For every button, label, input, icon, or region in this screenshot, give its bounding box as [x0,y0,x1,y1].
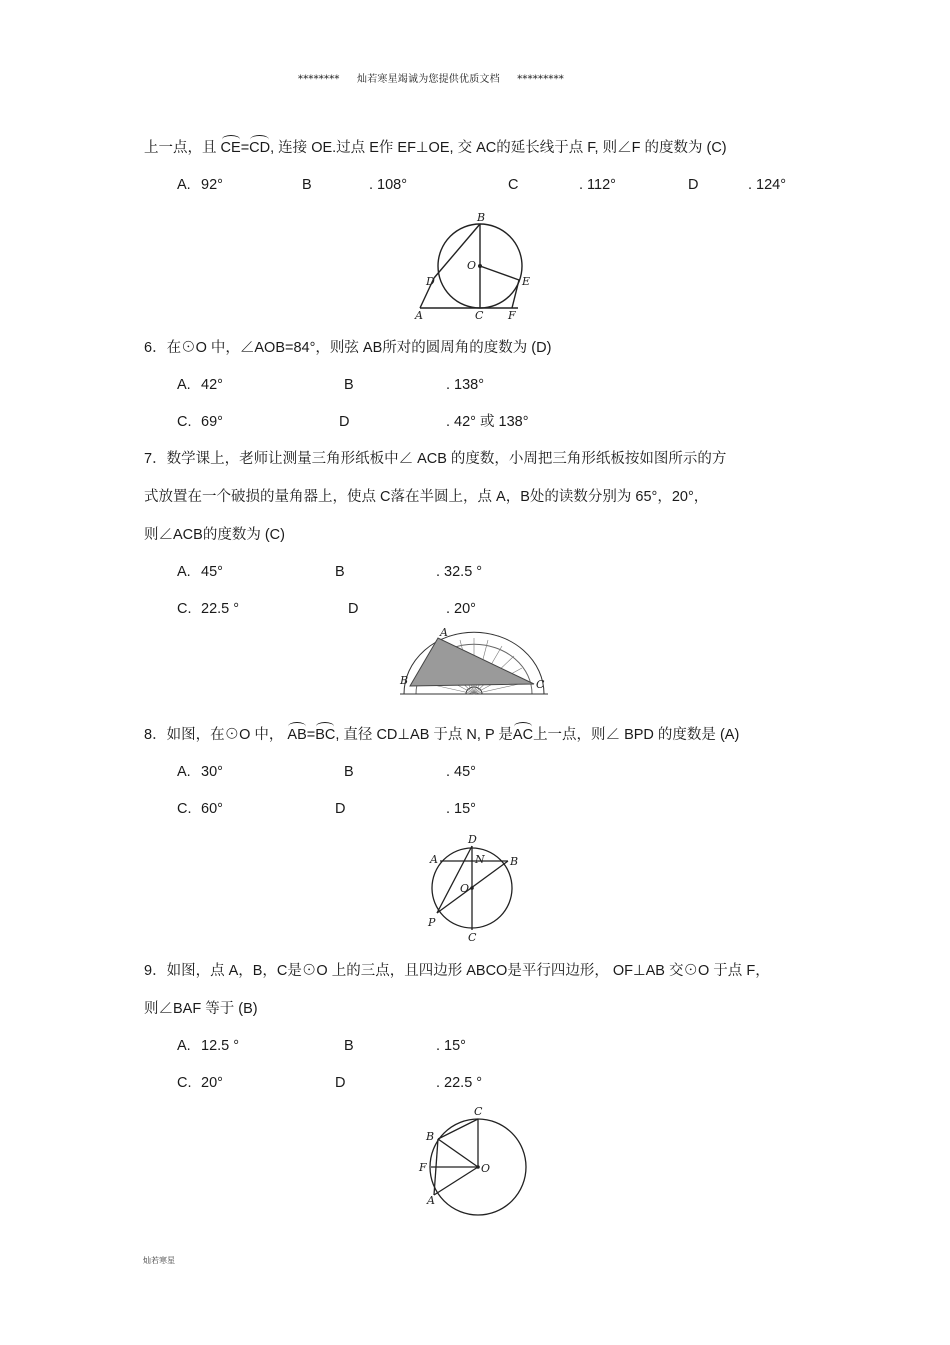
q8-option-b-letter: B [344,764,354,780]
q9-label-c: C [474,1105,483,1118]
q9-option-b-letter: B [344,1038,354,1054]
q7-option-a-value: 45° [201,564,223,580]
q8-arc-ab: AB [287,727,307,743]
q5-option-b-value: . 108° [369,177,408,193]
q7-option-c-letter: C. [177,601,192,617]
q6-option-c-value: 69° [201,414,223,430]
q6-stem: 6．在⊙O 中，∠AOB=84°，则弦 AB所对的圆周角的度数为 (D) [144,340,552,356]
q8-label-b: B [510,855,519,868]
q5-option-c-value: . 112° [579,177,616,193]
q6-option-c-letter: C. [177,414,192,430]
q8-stem-equals: = [306,727,316,743]
q5-line-ef [512,280,519,308]
header-stars-left: ******** [298,74,340,85]
q9-option-c-letter: C. [177,1075,192,1091]
q8-option-c-letter: C. [177,801,192,817]
q7-option-b-letter: B [335,564,345,580]
q5-figure [410,208,540,323]
q7-stem-line3: 则∠ACB的度数为 (C) [144,527,285,543]
q5-label-f: F [508,309,516,322]
q8-option-d-letter: D [335,801,346,817]
q5-label-a: A [415,309,423,322]
q9-line-ao [434,1167,478,1195]
q8-label-d: D [468,833,477,846]
q7-figure [396,622,552,700]
q9-label-b: B [426,1130,435,1143]
q7-option-d-value: . 20° [446,601,476,617]
page-footer: 灿若寒星 [143,1256,175,1265]
q8-option-d-value: . 15° [446,801,476,817]
q6-option-b-letter: B [344,377,354,393]
q6-option-d-value: . 42° 或 138° [446,414,529,430]
q8-stem-part1: 8．如图，在⊙O 中， [144,727,284,743]
q7-triangle [410,638,534,686]
q5-label-b: B [477,211,486,224]
q7-stem-line1: 7．数学课上，老师让测量三角形纸板中∠ ACB 的度数，小周把三角形纸板按如图所示的方 [144,451,727,467]
q9-line-bc [438,1119,478,1139]
q5-option-a-letter: A. [177,177,191,193]
q7-option-a-letter: A. [177,564,191,580]
q9-label-o: O [481,1162,491,1175]
q5-option-a-value: 92° [201,177,223,193]
q7-stem-line2: 式放置在一个破损的量角器上，使点 C落在半圆上，点 A，B处的读数分别为 65°，20°， [144,489,709,505]
q6-option-d-letter: D [339,414,350,430]
q5-stem [144,139,727,157]
q7-label-a: A [440,626,448,639]
q8-stem [144,726,739,744]
q8-figure [420,830,530,945]
q9-label-f: F [419,1161,427,1174]
q8-stem-part4: 上一点，则∠ BPD 的度数是 (A) [533,727,740,743]
q8-center-dot [470,886,474,890]
q5-option-b-letter: B [302,177,312,193]
q8-label-c: C [468,931,477,944]
q9-stem-line2: 则∠BAF 等于 (B) [144,1001,258,1017]
header-text: 灿若寒星竭诚为您提供优质文档 [357,74,500,85]
q8-label-a: A [430,853,438,866]
q5-stem-part3: , 连接 OE.过点 E作 EF⊥OE, 交 AC的延长线于点 F, 则∠F 的度数为 (C) [270,140,727,156]
q8-option-c-value: 60° [201,801,223,817]
q5-arc-cd: CD [249,140,271,156]
q5-label-o: O [467,259,477,272]
q7-label-c: C [536,678,545,691]
q5-label-d: D [426,275,435,288]
q9-option-a-value: 12.5 ° [201,1038,240,1054]
q5-option-d-letter: D [688,177,699,193]
q6-option-a-letter: A. [177,377,191,393]
q9-figure [410,1100,535,1220]
page-header [298,70,564,85]
q8-stem-part3: , 直径 CD⊥AB 于点 N, P 是 [335,727,513,743]
q8-label-o: O [460,882,470,895]
q8-label-n: N [475,853,485,866]
q9-option-a-letter: A. [177,1038,191,1054]
q9-option-b-value: . 15° [436,1038,466,1054]
q8-arc-ac: AC [512,727,534,743]
q8-arc-bc: BC [315,727,336,743]
q8-option-a-letter: A. [177,764,191,780]
q5-stem-equals: = [240,140,250,156]
q8-option-b-value: . 45° [446,764,476,780]
q6-option-b-value: . 138° [446,377,485,393]
q5-stem-part1: 上一点，且 [144,140,217,156]
q7-option-c-value: 22.5 ° [201,601,240,617]
header-stars-right: ********* [517,74,565,85]
q8-line-pd [437,846,472,913]
q9-option-c-value: 20° [201,1075,223,1091]
q5-arc-ce: CE [220,140,241,156]
q9-label-a: A [427,1194,435,1207]
q5-center-dot [478,264,482,268]
q7-label-b: B [400,674,409,687]
q9-option-d-letter: D [335,1075,346,1091]
q5-label-c: C [475,309,484,322]
q5-line-oe [480,266,519,280]
q5-option-c-letter: C [508,177,519,193]
q8-option-a-value: 30° [201,764,223,780]
q6-option-a-value: 42° [201,377,223,393]
q9-option-d-value: . 22.5 ° [436,1075,483,1091]
q9-center-dot [476,1165,480,1169]
q7-option-b-value: . 32.5 ° [436,564,483,580]
q5-option-d-value: . 124° [748,177,787,193]
q9-line-bo [438,1139,478,1167]
q9-stem-line1: 9．如图，点 A，B，C是⊙O 上的三点，且四边形 ABCO是平行四边形， OF⊥AB 交⊙O 于点 F， [144,963,770,979]
q7-option-d-letter: D [348,601,359,617]
q8-label-p: P [428,916,436,929]
q5-label-e: E [522,275,531,288]
